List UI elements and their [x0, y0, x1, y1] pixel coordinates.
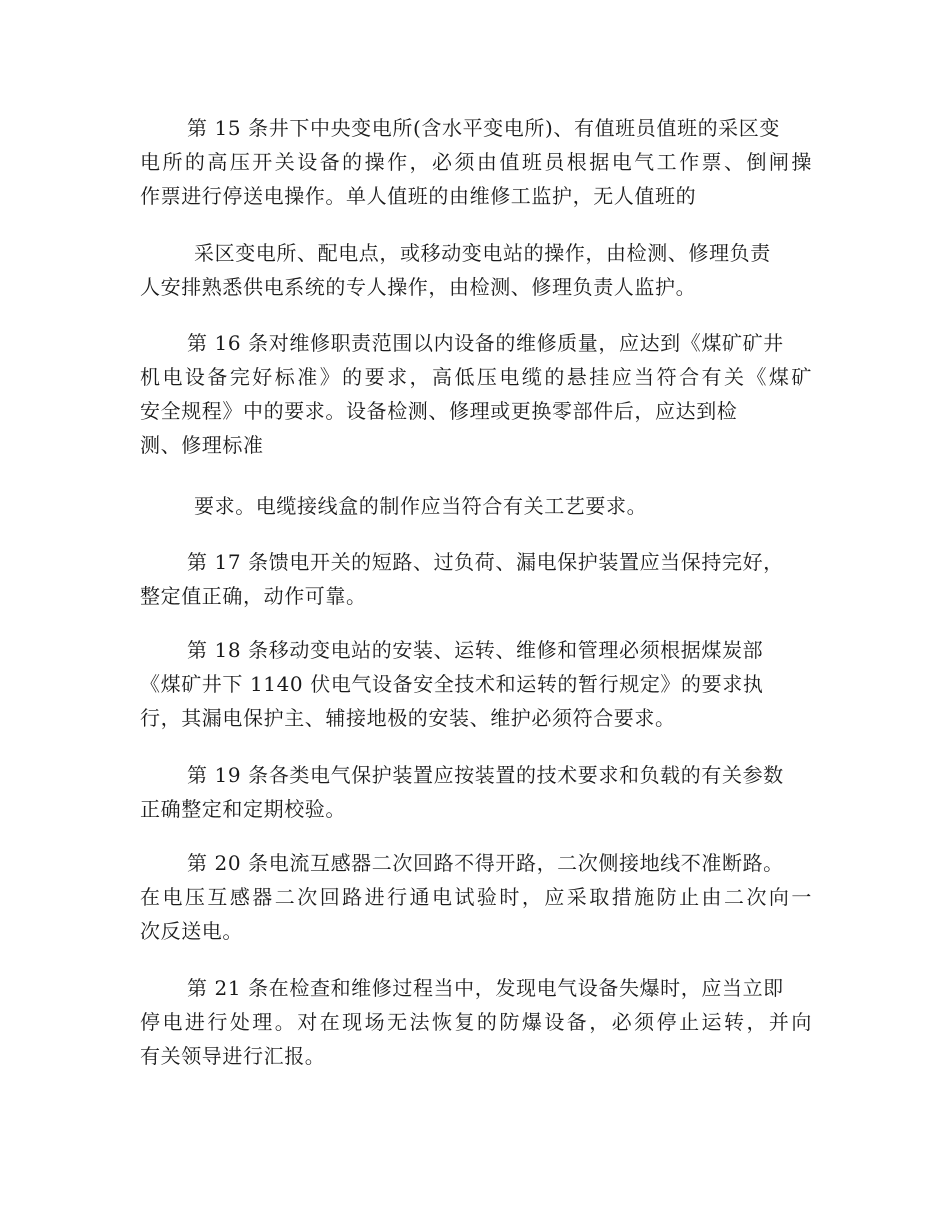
text-line: 要求。电缆接线盒的制作应当符合有关工艺要求。 — [194, 494, 648, 518]
text-line: 机电设备完好标准》的要求，高低压电缆的悬挂应当符合有关《煤矿 — [140, 365, 812, 389]
text-line: 《煤矿井下 1140 伏电气设备安全技术和运转的暂行规定》的要求执 — [140, 672, 764, 696]
text-line: 测、修理标准 — [140, 433, 264, 457]
article-16 — [140, 326, 812, 462]
article-18 — [140, 633, 812, 735]
text-line: 第 16 条对维修职责范围以内设备的维修质量，应达到《煤矿矿井 — [187, 331, 784, 355]
text-line: 次反送电。 — [140, 919, 243, 943]
text-line: 第 19 条各类电气保护装置应按装置的技术要求和负载的有关参数 — [187, 763, 784, 787]
text-line: 采区变电所、配电点，或移动变电站的操作，由检测、修理负责 — [194, 241, 771, 265]
text-line: 第 15 条井下中央变电所(含水平变电所)、有值班员值班的采区变 — [187, 116, 780, 140]
text-line: 行，其漏电保护主、辅接地极的安装、维护必须符合要求。 — [140, 706, 676, 730]
text-line: 正确整定和定期校验。 — [140, 797, 346, 821]
text-line: 整定值正确，动作可靠。 — [140, 584, 367, 608]
text-line: 电所的高压开关设备的操作，必须由值班员根据电气工作票、倒闸操 — [140, 150, 812, 174]
article-19 — [140, 758, 812, 826]
article-16-continuation — [140, 489, 812, 523]
text-line: 第 21 条在检查和维修过程当中，发现电气设备失爆时，应当立即 — [187, 976, 784, 1000]
article-17 — [140, 545, 812, 613]
article-15-continuation — [140, 236, 812, 304]
text-line: 停电进行处理。对在现场无法恢复的防爆设备，必须停止运转，并向 — [140, 1010, 812, 1034]
text-line: 作票进行停送电操作。单人值班的由维修工监护，无人值班的 — [140, 184, 697, 208]
text-line: 第 20 条电流互感器二次回路不得开路，二次侧接地线不准断路。 — [187, 851, 784, 875]
article-15 — [140, 111, 812, 213]
article-20 — [140, 846, 812, 948]
text-line: 安全规程》中的要求。设备检测、修理或更换零部件后，应达到检 — [140, 399, 738, 423]
text-line: 第 18 条移动变电站的安装、运转、维修和管理必须根据煤炭部 — [187, 638, 764, 662]
text-line: 有关领导进行汇报。 — [140, 1044, 326, 1068]
article-21 — [140, 971, 812, 1073]
text-line: 人安排熟悉供电系统的专人操作，由检测、修理负责人监护。 — [140, 275, 697, 299]
text-line: 在电压互感器二次回路进行通电试验时，应采取措施防止由二次向一 — [140, 885, 812, 909]
text-line: 第 17 条馈电开关的短路、过负荷、漏电保护装置应当保持完好， — [187, 550, 784, 574]
